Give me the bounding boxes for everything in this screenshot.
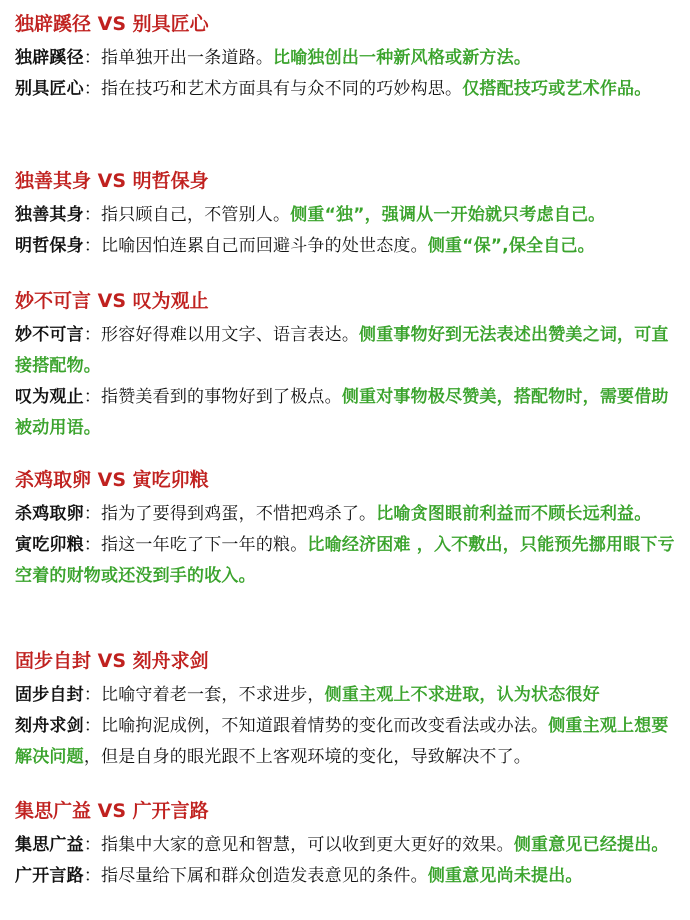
entry bbox=[15, 200, 682, 231]
entry-colon: ： bbox=[83, 236, 102, 256]
section-title: 杀鸡取卵 VS 寅吃卯粮 bbox=[15, 469, 209, 491]
entry-definition: 指单独开出一条道路。 bbox=[101, 48, 274, 68]
entry-term: 独善其身 bbox=[15, 205, 84, 225]
entry bbox=[15, 711, 682, 773]
entry-definition: 形容好得难以用文字、语言表达。 bbox=[101, 325, 360, 345]
entry-definition: 指在技巧和艺术方面具有与众不同的巧妙构思。 bbox=[101, 79, 463, 99]
entry-definition: 指为了要得到鸡蛋，不惜把鸡杀了。 bbox=[101, 504, 377, 524]
section-title: 独善其身 VS 明哲保身 bbox=[15, 170, 209, 192]
entry-definition: 比喻因怕连累自己而回避斗争的处世态度。 bbox=[101, 236, 428, 256]
entry-term: 杀鸡取卵 bbox=[15, 504, 84, 524]
entry-note: 侧重事物好到无法表述出赞美之词，可直接搭配物。 bbox=[15, 325, 669, 376]
section-6 bbox=[15, 798, 682, 892]
section-5 bbox=[15, 648, 682, 773]
entry-colon: ： bbox=[83, 685, 102, 705]
entry-definition: 比喻拘泥成例，不知道跟着情势的变化而改变看法或办法。 bbox=[101, 716, 549, 736]
entry-note: 侧重“保”,保全自己。 bbox=[427, 236, 595, 256]
entry bbox=[15, 499, 682, 530]
section-title: 独辟蹊径 VS 别具匠心 bbox=[15, 13, 209, 35]
entry bbox=[15, 530, 682, 592]
entry-colon: ： bbox=[83, 535, 102, 555]
section-title: 集思广益 VS 广开言路 bbox=[15, 800, 209, 822]
section-2 bbox=[15, 168, 682, 262]
entry-note: 侧重“独”，强调从一开始就只考虑自己。 bbox=[290, 205, 606, 225]
entry bbox=[15, 830, 682, 861]
entry-definition-tail: ，但是自身的眼光跟不上客观环境的变化，导致解决不了。 bbox=[83, 747, 532, 767]
entry-colon: ： bbox=[83, 716, 102, 736]
entry-colon: ： bbox=[83, 387, 102, 407]
entry bbox=[15, 861, 682, 892]
section-title: 妙不可言 VS 叹为观止 bbox=[15, 290, 209, 312]
entry-note: 比喻独创出一种新风格或新方法。 bbox=[273, 48, 532, 68]
entry-definition: 指只顾自己，不管别人。 bbox=[101, 205, 291, 225]
entry-term: 固步自封 bbox=[15, 685, 84, 705]
entry-colon: ： bbox=[83, 835, 102, 855]
entry-colon: ： bbox=[83, 205, 102, 225]
entry-definition: 指赞美看到的事物好到了极点。 bbox=[101, 387, 342, 407]
entry-note: 侧重意见尚未提出。 bbox=[427, 866, 583, 886]
entry-colon: ： bbox=[83, 866, 102, 886]
entry-note: 侧重意见已经提出。 bbox=[513, 835, 669, 855]
entry-term: 别具匠心 bbox=[15, 79, 84, 99]
entry-term: 叹为观止 bbox=[15, 387, 84, 407]
entry-term: 广开言路 bbox=[15, 866, 84, 886]
entry-definition: 指这一年吃了下一年的粮。 bbox=[101, 535, 308, 555]
entry-definition: 指集中大家的意见和智慧，可以收到更大更好的效果。 bbox=[101, 835, 514, 855]
entry-term: 寅吃卯粮 bbox=[15, 535, 84, 555]
entry bbox=[15, 74, 682, 105]
entry bbox=[15, 320, 682, 382]
entry-term: 明哲保身 bbox=[15, 236, 84, 256]
entry-definition: 比喻守着老一套，不求进步， bbox=[101, 685, 325, 705]
entry-colon: ： bbox=[83, 504, 102, 524]
entry-note: 比喻经济困难 ，入不敷出，只能预先挪用眼下亏空着的财物或还没到手的收入。 bbox=[15, 535, 675, 586]
entry-term: 集思广益 bbox=[15, 835, 84, 855]
entry-note: 侧重主观上不求进取，认为状态很好 bbox=[324, 685, 600, 705]
entry-note: 侧重主观上想要解决问题 bbox=[15, 716, 669, 767]
entry bbox=[15, 680, 682, 711]
entry bbox=[15, 231, 682, 262]
entry-definition: 指尽量给下属和群众创造发表意见的条件。 bbox=[101, 866, 428, 886]
entry-note: 比喻贪图眼前利益而不顾长远利益。 bbox=[376, 504, 652, 524]
entry-colon: ： bbox=[83, 79, 102, 99]
entry-term: 独辟蹊径 bbox=[15, 48, 84, 68]
entry-colon: ： bbox=[83, 48, 102, 68]
entry-note: 侧重对事物极尽赞美，搭配物时，需要借助被动用语。 bbox=[15, 387, 669, 438]
section-title: 固步自封 VS 刻舟求剑 bbox=[15, 650, 209, 672]
entry-term: 刻舟求剑 bbox=[15, 716, 84, 736]
section-1 bbox=[15, 11, 682, 105]
entry bbox=[15, 382, 682, 444]
entry-colon: ： bbox=[83, 325, 102, 345]
entry bbox=[15, 43, 682, 74]
entry-note: 仅搭配技巧或艺术作品。 bbox=[462, 79, 652, 99]
section-4 bbox=[15, 467, 682, 592]
entry-term: 妙不可言 bbox=[15, 325, 84, 345]
section-3 bbox=[15, 288, 682, 444]
